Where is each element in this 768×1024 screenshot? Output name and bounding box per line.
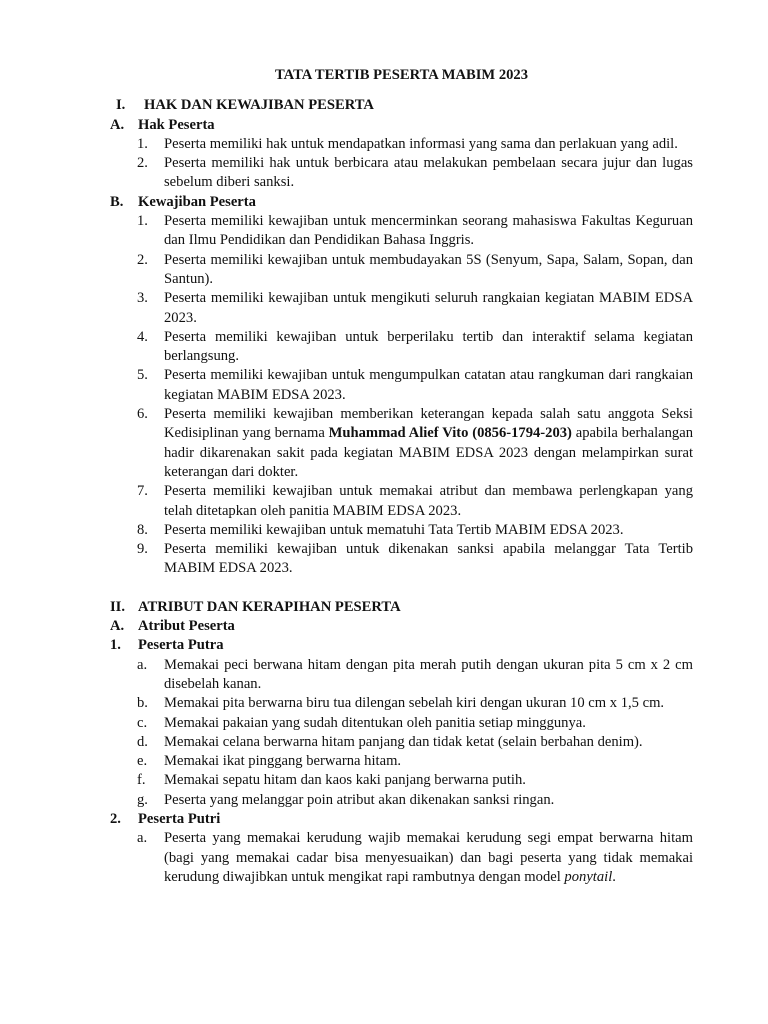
item-text: Peserta yang melanggar poin atribut akan dikenakan sanksi ringan. bbox=[164, 791, 555, 808]
item-letter: f. bbox=[137, 772, 146, 789]
subsection-number: 1. bbox=[110, 637, 121, 654]
list-item bbox=[110, 540, 693, 579]
list-item bbox=[110, 154, 693, 193]
item-letter: a. bbox=[137, 656, 148, 673]
item-text: Memakai sepatu hitam dan kaos kaki panjang berwarna putih. bbox=[164, 772, 526, 789]
item-text: Memakai celana berwarna hitam panjang dan tidak ketat (selain berbahan denim). bbox=[164, 733, 643, 750]
item-letter: c. bbox=[137, 714, 148, 731]
item-text: Peserta memiliki kewajiban untuk mengikuti seluruh rangkaian kegiatan MABIM EDSA 2023. bbox=[164, 290, 693, 326]
subsection-heading bbox=[110, 636, 693, 655]
item-text-pre: Peserta yang memakai kerudung wajib memakai kerudung segi empat berwarna hitam (bagi yang memakai cadar bisa menyesuaikan) dan bagi peserta yang tidak memakai kerudung diwajibkan untuk mengikat rapi rambutnya dengan model bbox=[164, 830, 693, 885]
item-number: 8. bbox=[137, 521, 148, 538]
contact-name: Muhammad Alief Vito (0856-1794-203) bbox=[328, 425, 572, 442]
list-item bbox=[110, 289, 693, 328]
list-item bbox=[110, 482, 693, 521]
item-text: Peserta memiliki kewajiban untuk mematuhi Tata Tertib MABIM EDSA 2023. bbox=[164, 521, 624, 538]
item-letter: a. bbox=[137, 830, 148, 847]
subsection-number: 2. bbox=[110, 810, 121, 827]
document-title: TATA TERTIB PESERTA MABIM 2023 bbox=[274, 67, 529, 83]
subsection-heading bbox=[110, 810, 693, 829]
item-text: Memakai peci berwana hitam dengan pita merah putih dengan ukuran pita 5 cm x 2 cm disebelah kanan. bbox=[164, 656, 693, 692]
list-item bbox=[110, 771, 693, 790]
list-item bbox=[110, 733, 693, 752]
list-item bbox=[110, 135, 693, 154]
subsection-heading bbox=[110, 116, 693, 135]
item-text bbox=[164, 829, 693, 887]
list-item bbox=[110, 752, 693, 771]
list-item bbox=[110, 366, 693, 405]
list-item bbox=[110, 251, 693, 290]
item-text: Memakai pita berwarna biru tua dilengan sebelah kiri dengan ukuran 10 cm x 1,5 cm. bbox=[164, 695, 665, 712]
item-text: Peserta memiliki kewajiban untuk membudayakan 5S (Senyum, Sapa, Salam, Sopan, dan Santun). bbox=[164, 251, 693, 287]
peserta-putri-list bbox=[110, 829, 693, 887]
list-item bbox=[110, 694, 693, 713]
list-item bbox=[110, 714, 693, 733]
item-number: 2. bbox=[137, 155, 148, 172]
item-text: Memakai pakaian yang sudah ditentukan oleh panitia setiap minggunya. bbox=[164, 714, 586, 731]
item-text: Memakai ikat pinggang berwarna hitam. bbox=[164, 753, 402, 770]
item-letter: g. bbox=[137, 791, 148, 808]
subsection-label: Hak Peserta bbox=[138, 116, 215, 133]
item-number: 1. bbox=[137, 213, 148, 230]
section-heading bbox=[116, 96, 693, 115]
list-item bbox=[110, 328, 693, 367]
item-text-post: apabila berhalangan hadir dikarenakan sakit pada kegiatan MABIM EDSA 2023 dengan melampirkan surat keterangan dari dokter. bbox=[164, 425, 693, 480]
item-text: Peserta memiliki kewajiban untuk dikenakan sanksi apabila melanggar Tata Tertib MABIM EDSA 2023. bbox=[164, 541, 693, 577]
list-item bbox=[110, 521, 693, 540]
section-number: II. bbox=[110, 598, 126, 615]
item-number: 5. bbox=[137, 367, 148, 384]
peserta-putra-list bbox=[110, 656, 693, 810]
item-number: 4. bbox=[137, 328, 148, 345]
item-letter: e. bbox=[137, 753, 148, 770]
subsection-number: A. bbox=[110, 618, 125, 635]
item-text-pre: Peserta memiliki kewajiban memberikan keterangan kepada salah satu anggota Seksi Kedisiplinan yang bernama bbox=[164, 406, 693, 442]
subsection-number: B. bbox=[110, 193, 124, 210]
item-text-post: . bbox=[612, 868, 616, 885]
item-text: Peserta memiliki kewajiban untuk mencerminkan seorang mahasiswa Fakultas Keguruan dan Ilmu Pendidikan dan Pendidikan Bahasa Inggris. bbox=[164, 213, 693, 249]
subsection-label: Kewajiban Peserta bbox=[138, 193, 256, 210]
item-text bbox=[164, 405, 693, 482]
item-text: Peserta memiliki kewajiban untuk berperilaku tertib dan interaktif selama kegiatan berlangsung. bbox=[164, 328, 693, 365]
item-number: 3. bbox=[137, 290, 148, 307]
item-number: 2. bbox=[137, 251, 148, 268]
list-item bbox=[110, 656, 693, 695]
item-text: Peserta memiliki hak untuk berbicara atau melakukan pembelaan secara jujur dan lugas sebelum diberi sanksi. bbox=[164, 155, 693, 191]
subsection-heading bbox=[110, 193, 693, 212]
item-text: Peserta memiliki kewajiban untuk memakai atribut dan membawa perlengkapan yang telah ditetapkan oleh panitia MABIM EDSA 2023. bbox=[164, 483, 693, 519]
section-heading bbox=[110, 598, 693, 617]
item-number: 7. bbox=[137, 483, 148, 500]
section-spacer bbox=[110, 579, 693, 598]
italic-term: ponytail bbox=[564, 868, 613, 885]
item-letter: b. bbox=[137, 695, 148, 712]
subsection-label: Atribut Peserta bbox=[138, 618, 235, 635]
subsection-number: A. bbox=[110, 116, 125, 133]
item-number: 6. bbox=[137, 406, 148, 423]
subsection-label: Peserta Putri bbox=[138, 810, 221, 827]
section-number: I. bbox=[116, 97, 126, 114]
section-label: HAK DAN KEWAJIBAN PESERTA bbox=[144, 97, 374, 114]
item-number: 9. bbox=[137, 541, 148, 558]
list-item bbox=[110, 829, 693, 887]
subsection-heading bbox=[110, 617, 693, 636]
subsection-label: Peserta Putra bbox=[138, 637, 224, 654]
item-text: Peserta memiliki kewajiban untuk mengumpulkan catatan atau rangkuman dari rangkaian kegiatan MABIM EDSA 2023. bbox=[164, 367, 693, 403]
hak-list bbox=[110, 135, 693, 193]
list-item bbox=[110, 212, 693, 251]
list-item bbox=[110, 791, 693, 810]
item-letter: d. bbox=[137, 733, 148, 750]
section-label: ATRIBUT DAN KERAPIHAN PESERTA bbox=[138, 598, 401, 615]
item-text: Peserta memiliki hak untuk mendapatkan informasi yang sama dan perlakuan yang adil. bbox=[164, 135, 678, 152]
kewajiban-list bbox=[110, 212, 693, 579]
item-number: 1. bbox=[137, 135, 148, 152]
list-item bbox=[110, 405, 693, 482]
